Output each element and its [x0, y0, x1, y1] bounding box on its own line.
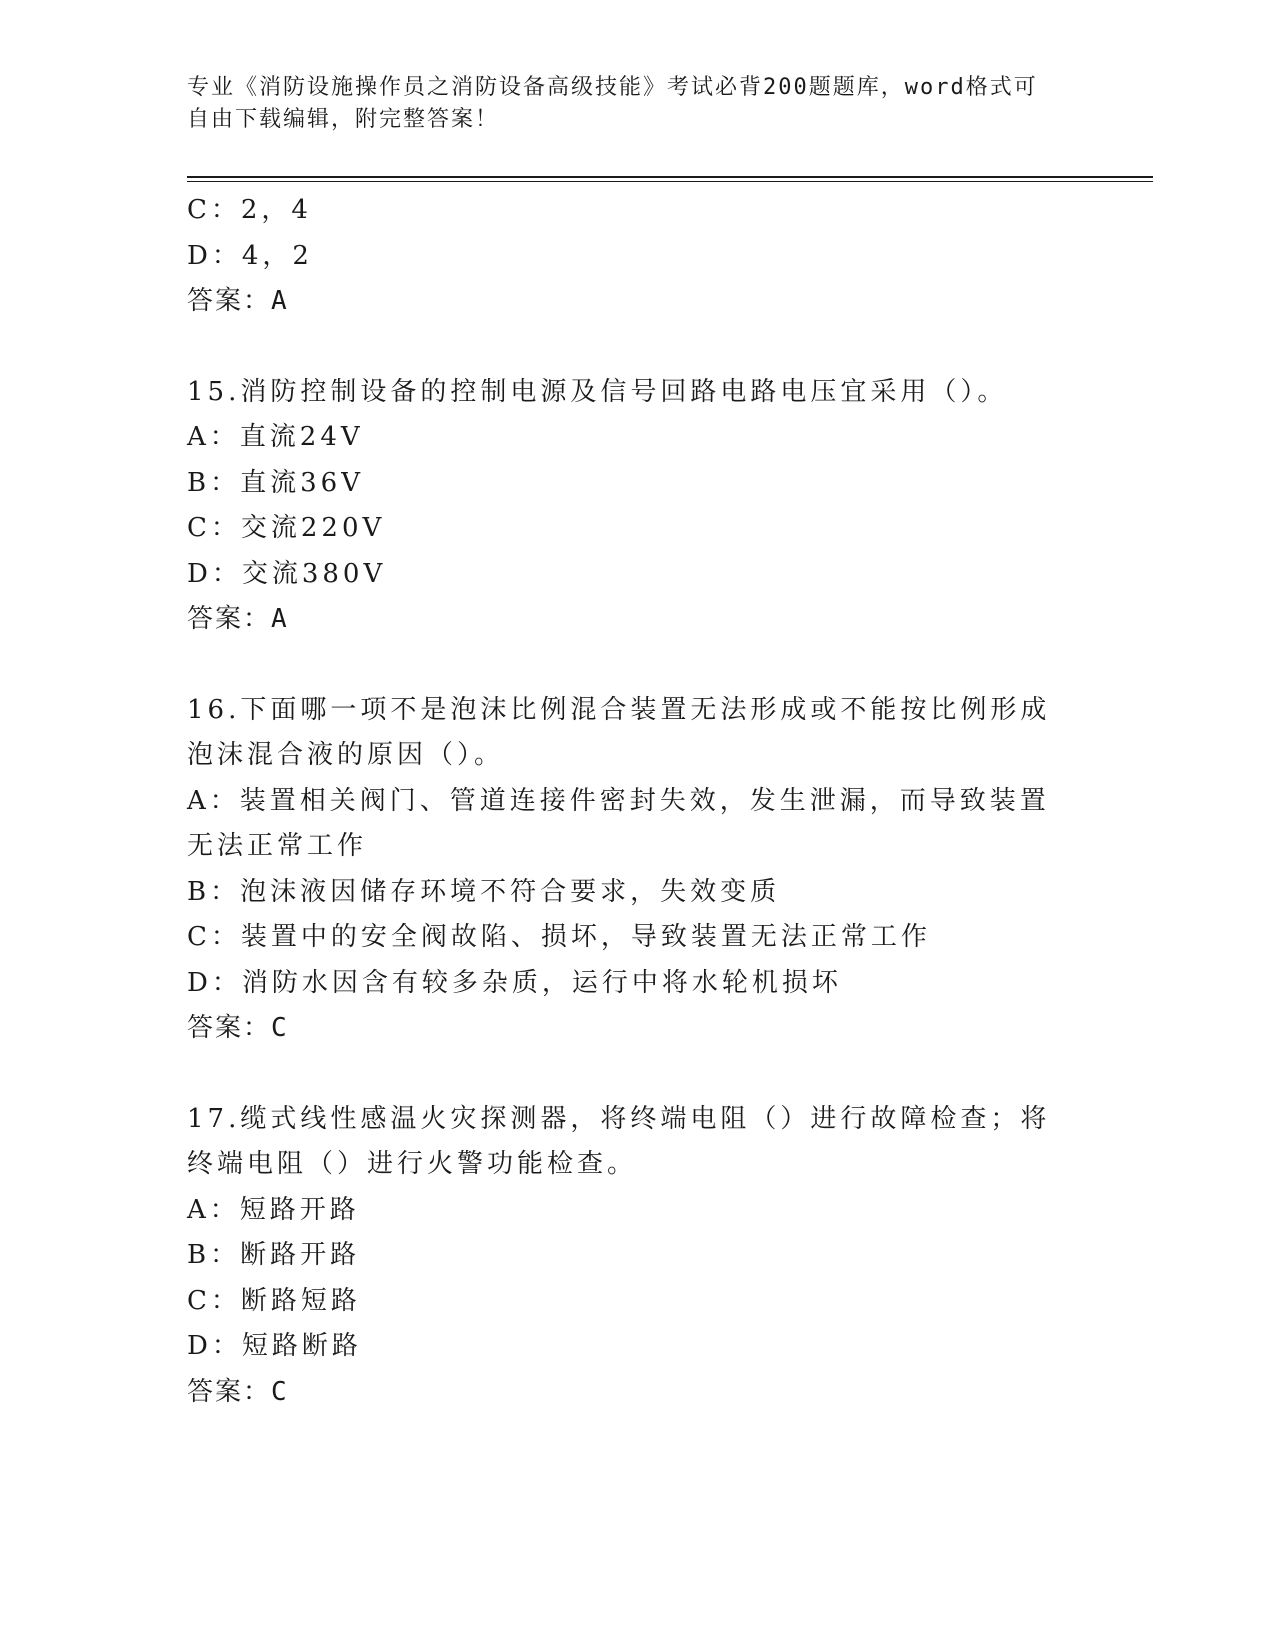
answer-line: [187, 1370, 1067, 1416]
previous-question-tail: [187, 188, 1067, 325]
answer-value: A: [271, 604, 289, 634]
option-c: C：装置中的安全阀故陷、损坏，导致装置无法正常工作: [187, 922, 931, 952]
question-content: [187, 188, 1067, 1415]
option-c: C：断路短路: [187, 1285, 361, 1316]
option-b: B：泡沫液因储存环境不符合要求，失效变质: [187, 876, 781, 907]
answer-line: [187, 279, 1067, 325]
header-rule-thin: [187, 181, 1153, 182]
document-header: [187, 72, 1087, 136]
option-c: C：交流220V: [187, 513, 386, 543]
question-text: 17.缆式线性感温火灾探测器，将终端电阻（）进行故障检查；将终端电阻（）进行火警功能检查。: [187, 1103, 1051, 1179]
header-rule-thick: [187, 176, 1153, 178]
question-15: [187, 370, 1067, 643]
answer-value: C: [271, 1376, 289, 1407]
answer-line: [187, 1006, 1067, 1052]
answer-value: C: [271, 1013, 289, 1043]
option-b: B：断路开路: [187, 1240, 361, 1270]
option-b: B：直流36V: [187, 467, 364, 498]
option-d: D：交流380V: [187, 558, 387, 589]
answer-value: A: [271, 286, 289, 316]
answer-label: 答案：: [187, 1376, 272, 1407]
question-17: [187, 1097, 1067, 1416]
option-a: A：装置相关阀门、管道连接件密封失效，发生泄漏，而导致装置无法正常工作: [187, 785, 1050, 861]
answer-line: [187, 597, 1067, 643]
header-line-1: 专业《消防设施操作员之消防设备高级技能》考试必背200题题库，word格式可: [187, 75, 1038, 100]
question-16: [187, 688, 1067, 1052]
option-c: C：2，4: [187, 195, 312, 225]
answer-label: 答案：: [187, 286, 272, 316]
header-line-2: 自由下载编辑，附完整答案！: [187, 107, 500, 132]
option-d: D：短路断路: [187, 1331, 362, 1361]
option-d: D：4，2: [187, 240, 313, 271]
question-text: 16.下面哪一项不是泡沫比例混合装置无法形成或不能按比例形成泡沫混合液的原因（）。: [187, 694, 1051, 770]
answer-label: 答案：: [187, 604, 272, 634]
answer-label: 答案：: [187, 1013, 272, 1043]
option-a: A：短路开路: [187, 1194, 360, 1225]
option-d: D：消防水因含有较多杂质，运行中将水轮机损坏: [187, 967, 842, 998]
option-a: A：直流24V: [187, 422, 364, 452]
question-text: 15.消防控制设备的控制电源及信号回路电路电压宜采用（）。: [187, 376, 1008, 407]
